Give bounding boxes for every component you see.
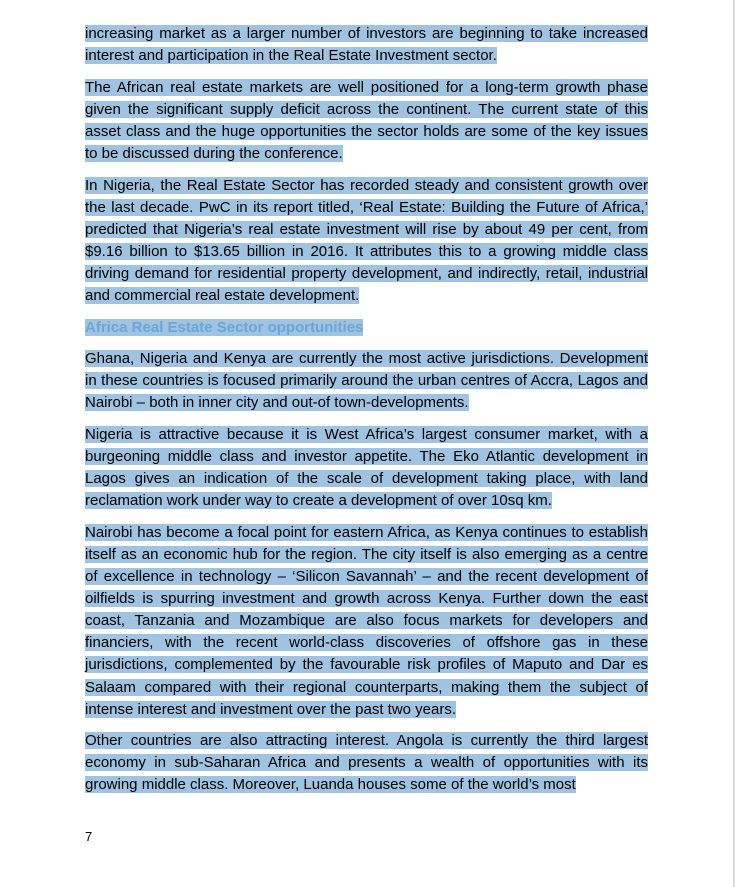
paragraph-3[interactable] bbox=[85, 175, 648, 308]
selected-text: The African real estate markets are well positioned for a long-term growth phase given the significant supply deficit across the continent. The current state of this asset class and the huge opportunities the sector holds are some of the key issues to be discussed during the conference. bbox=[85, 78, 648, 162]
paragraph-2[interactable] bbox=[85, 77, 648, 165]
paragraph-1[interactable] bbox=[85, 23, 648, 67]
selected-text: increasing market as a larger number of investors are beginning to take increased interest and participation in the Real Estate Investment sector. bbox=[85, 25, 648, 65]
paragraph-5[interactable] bbox=[85, 424, 648, 512]
selected-heading-text: Africa Real Estate Sector opportunities bbox=[85, 318, 364, 336]
selected-text: Nigeria is attractive because it is West Africa’s largest consumer market, with a burgeoning middle class and investor appetite. The Eko Atlantic development in Lagos gives an indication of the scale of development taking place, with land reclamation work under way to create a development of over 10sq km. bbox=[85, 426, 648, 510]
page-body bbox=[85, 23, 648, 806]
section-heading[interactable] bbox=[85, 317, 648, 339]
paragraph-4[interactable] bbox=[85, 348, 648, 414]
selected-text: In Nigeria, the Real Estate Sector has recorded steady and consistent growth over the last decade. PwC in its report titled, ‘Real Estate: Building the Future of Africa,’ predicted that Nigeria’s real estate investment will rise by about 49 per cent, from $9.16 billion to $13.65 billion in 2016. It attributes this to a growing middle class driving demand for residential property development, and indirectly, retail, industrial and commercial real estate development. bbox=[85, 176, 648, 305]
paragraph-7[interactable] bbox=[85, 730, 648, 796]
selected-text: Nairobi has become a focal point for eastern Africa, as Kenya continues to establish itself as an economic hub for the region. The city itself is also emerging as a centre of excellence in technology – ‘Silicon Savannah’ – and the recent development of oilfields is spurring investment and growth across Kenya. Further down the east coast, Tanzania and Mozambique are also focus markets for developers and financiers, with the recent world-class discoveries of offshore gas in these jurisdictions, complemented by the favourable risk profiles of Maputo and Dar es Salaam compared with their regional counterparts, making them the subject of intense interest and investment over the past two years. bbox=[85, 523, 648, 718]
selected-text: Ghana, Nigeria and Kenya are currently the most active jurisdictions. Development in these countries is focused primarily around the urban centres of Accra, Lagos and Nairobi – both in inner city and out-of town-developments. bbox=[85, 350, 648, 412]
page-number: 7 bbox=[85, 829, 93, 844]
paragraph-6[interactable] bbox=[85, 522, 648, 721]
selected-text: Other countries are also attracting interest. Angola is currently the third largest economy in sub-Saharan Africa and presents a wealth of opportunities with its growing middle class. Moreover, Luanda houses some of the world’s most bbox=[85, 732, 648, 794]
